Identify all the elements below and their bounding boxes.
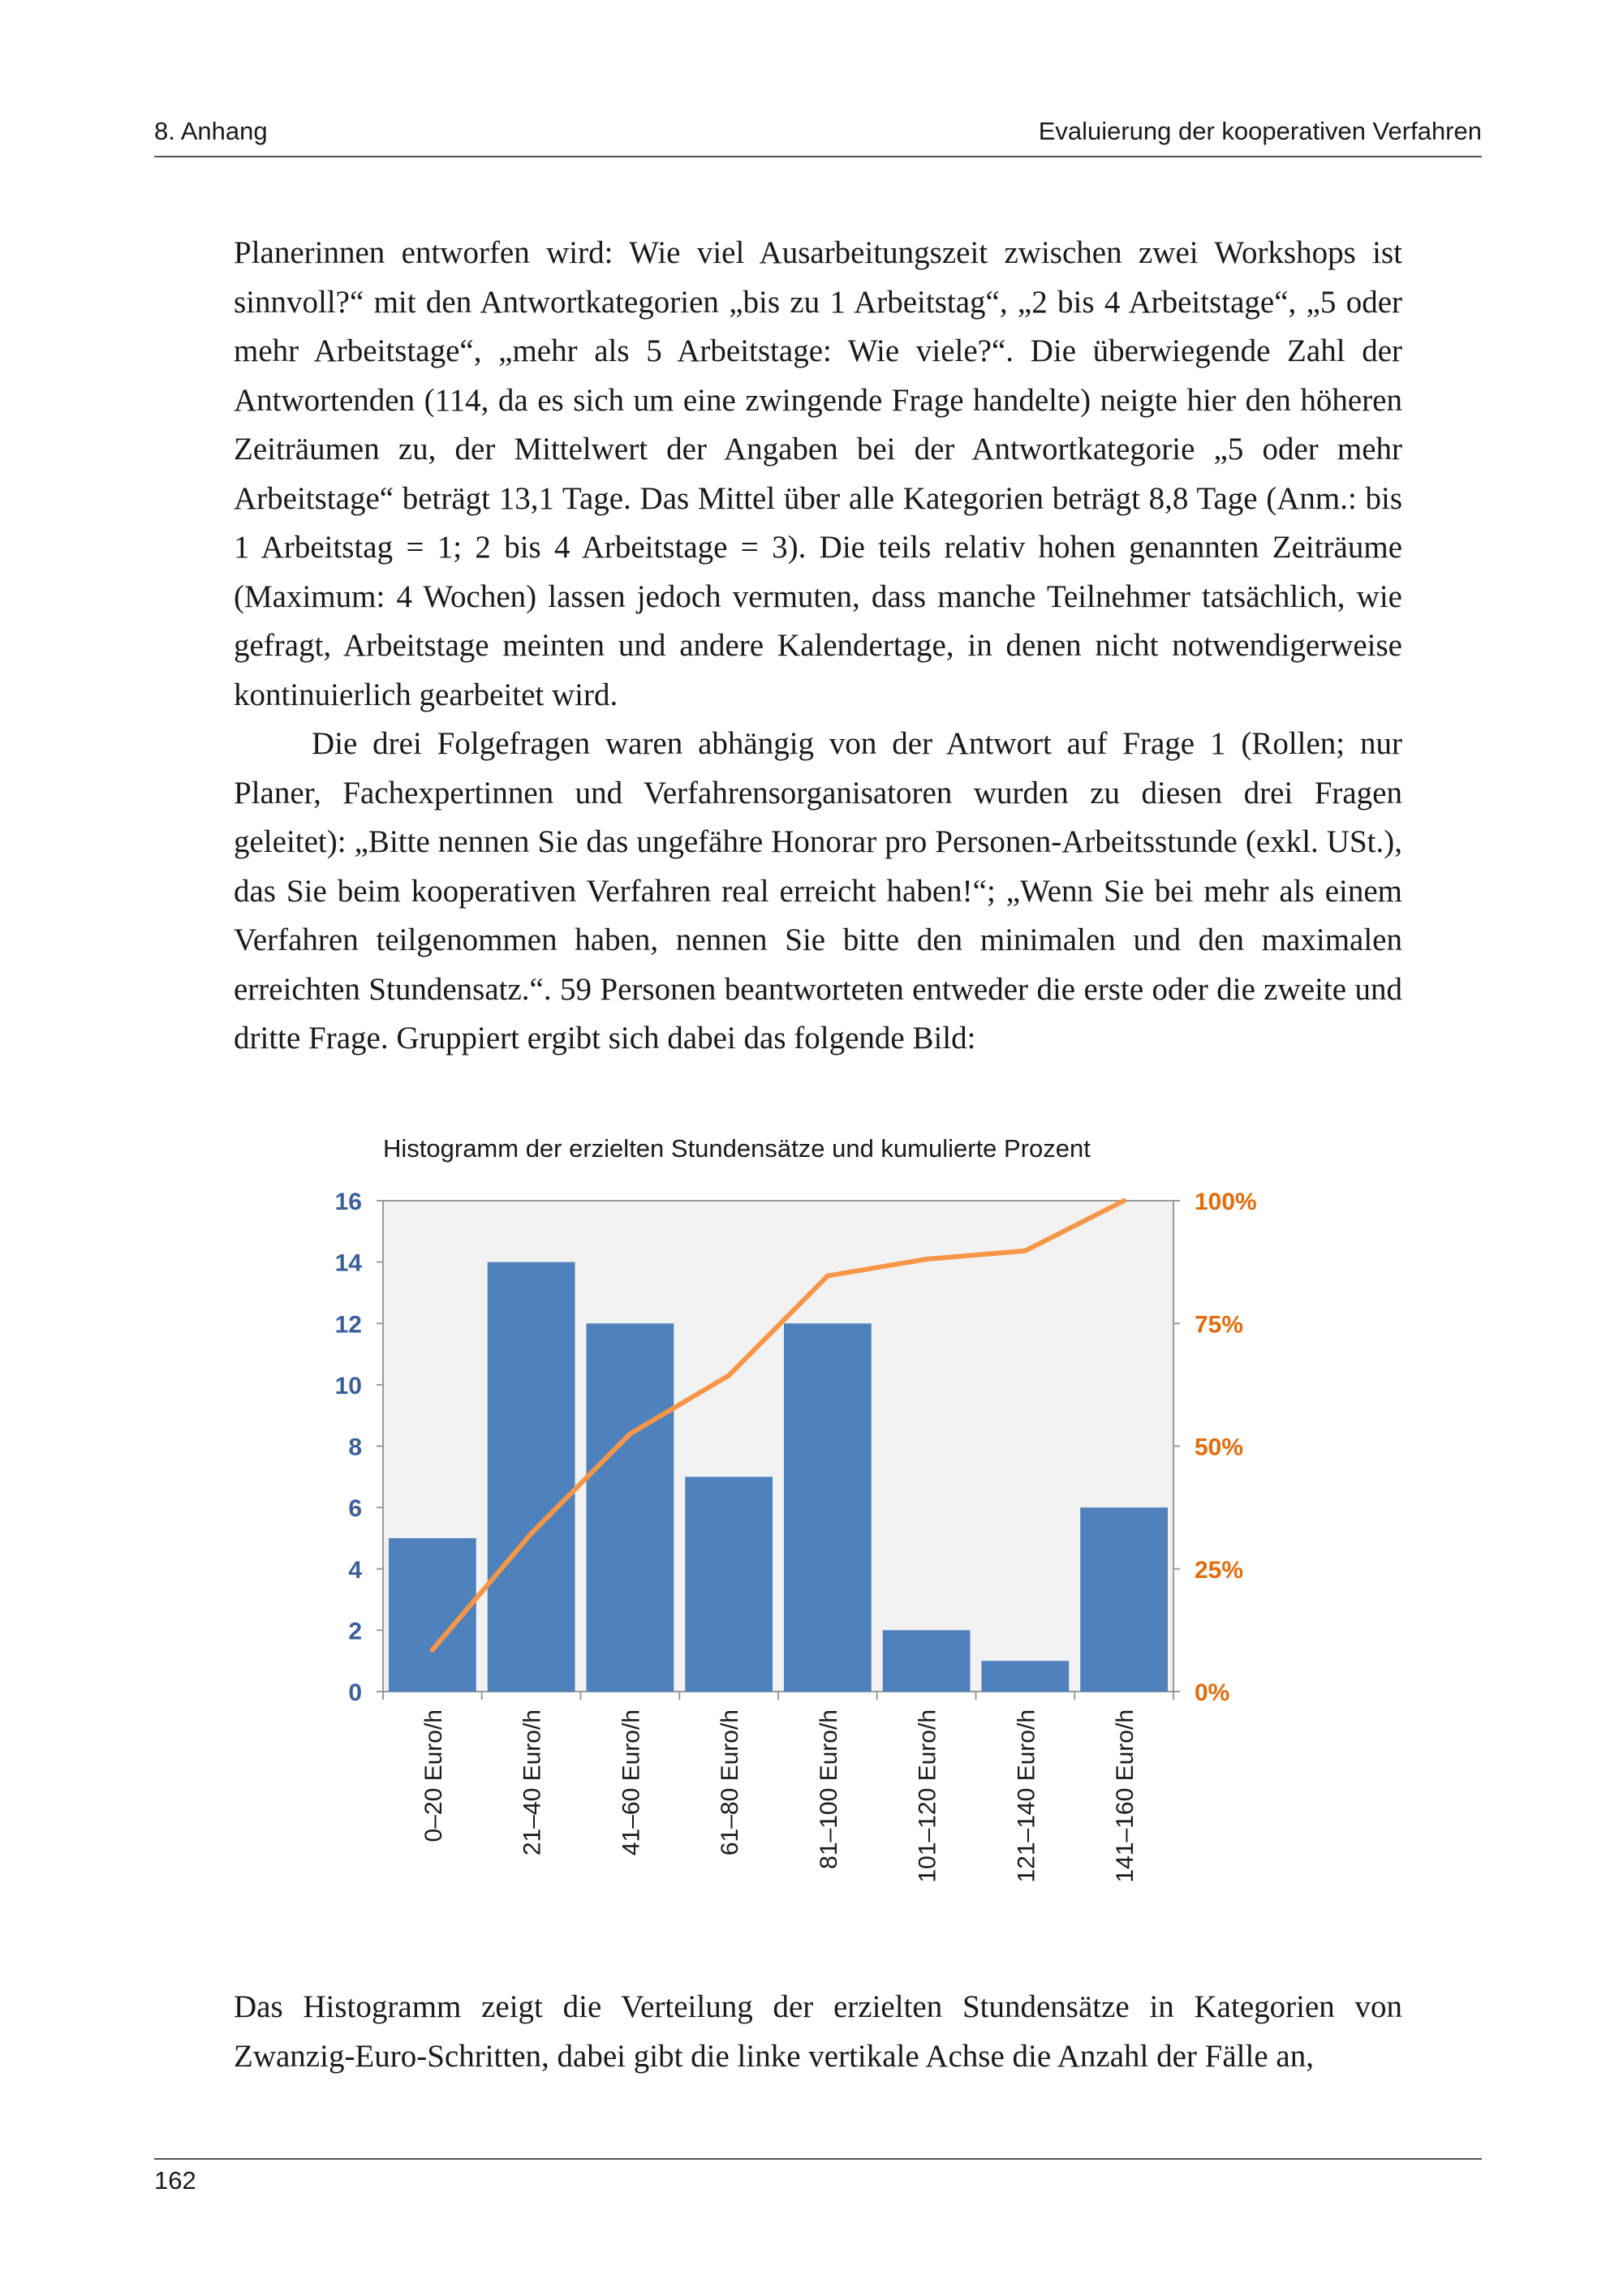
cumulative-percent-point [924, 1257, 929, 1262]
footer-rule [154, 2158, 1482, 2160]
left-axis-label: 4 [348, 1556, 362, 1584]
x-axis-category-label: 101–120 Euro/h [914, 1709, 941, 1883]
right-axis-label: 75% [1195, 1311, 1244, 1339]
page-number: 162 [154, 2166, 196, 2195]
body-text-bottom [234, 1983, 1402, 2081]
histogram-bar [1080, 1507, 1168, 1692]
left-axis-label: 8 [348, 1434, 362, 1461]
cumulative-percent-point [529, 1531, 534, 1536]
left-axis-label: 12 [334, 1311, 362, 1339]
running-header [154, 114, 1482, 157]
x-axis-category-label: 141–160 Euro/h [1112, 1709, 1139, 1883]
histogram-bar [982, 1661, 1070, 1692]
body-text-top [234, 229, 1402, 1064]
histogram-bar [488, 1262, 575, 1692]
histogram-bar [784, 1323, 872, 1692]
left-axis-label: 6 [348, 1495, 362, 1523]
x-axis-category-label: 61–80 Euro/h [717, 1709, 744, 1856]
cumulative-percent-point [1022, 1249, 1027, 1253]
cumulative-percent-point [430, 1648, 435, 1653]
left-axis-label: 0 [348, 1679, 362, 1706]
cumulative-percent-line [433, 1201, 1124, 1650]
paragraph: Die drei Folgefragen waren abhängig von der Antwort auf Frage 1 (Rollen; nur Planer, Fachexpertinnen und Verfahrensorganisatoren wurden zu diesen drei Fragen geleitet): „Bitte nennen Sie das ungefähre Honorar pro Personen-Arbeitsstunde (exkl. USt.), das Sie beim kooperativen Verfahren real erreicht haben!“; „Wenn Sie bei mehr als einem Verfahren teilgenommen haben, nennen Sie bitte den minimalen und den maximalen erreichten Stundensatz.“. 59 Personen beantworteten entweder die erste oder die zweite und dritte Frage. Gruppiert ergibt sich dabei das folgende Bild: [234, 726, 1402, 1056]
left-axis-label: 16 [334, 1189, 362, 1215]
right-axis-label: 100% [1195, 1189, 1257, 1215]
paragraph: Planerinnen entworfen wird: Wie viel Ausarbeitungszeit zwischen zwei Workshops ist sinnvoll?“ mit den Antwortkategorien „bis zu 1 Arbeitstag“, „2 bis 4 Arbeitstage“, „5 oder mehr Arbeitstage“, „mehr als 5 Arbeitstage: Wie viele?“. Die überwiegende Zahl der Antwortenden (114, da es sich um eine zwingende Frage handelte) neigte hier den höheren Zeiträumen zu, der Mittelwert der Angaben bei der Antwortkategorie „5 oder mehr Arbeitstage“ beträgt 13,1 Tage. Das Mittel über alle Kategorien beträgt 8,8 Tage (Anm.: bis 1 Arbeitstag = 1; 2 bis 4 Arbeitstage = 3). Die teils relativ hohen genannten Zeiträume (Maximum: 4 Wochen) lassen jedoch vermuten, dass manche Teilnehmer tatsächlich, wie gefragt, Arbeitstage meinten und andere Kalendertage, in denen nicht notwendigerweise kontinuierlich gearbeitet wird. [234, 235, 1402, 712]
cumulative-percent-point [1121, 1198, 1126, 1203]
left-axis-label: 14 [334, 1249, 362, 1277]
x-axis-category-label: 41–60 Euro/h [618, 1709, 645, 1856]
right-axis-label: 25% [1195, 1556, 1244, 1584]
chapter-label: 8. Anhang [154, 117, 268, 145]
left-axis-label: 10 [334, 1372, 362, 1400]
cumulative-percent-point [825, 1274, 830, 1279]
x-axis-category-label: 21–40 Euro/h [519, 1709, 546, 1856]
histogram-bar [389, 1538, 476, 1692]
x-axis-category-label: 121–140 Euro/h [1013, 1709, 1040, 1883]
chart-title: Histogramm der erzielten Stundensätze und kumulierte Prozent [383, 1134, 1091, 1163]
paragraph: Das Histogramm zeigt die Verteilung der erzielten Stundensätze in Kategorien von Zwanzig-Euro-Schritten, dabei gibt die linke vertikale Achse die Anzahl der Fälle an, [234, 1989, 1402, 2074]
left-axis-label: 2 [348, 1618, 362, 1645]
plot-area [383, 1201, 1173, 1692]
cumulative-percent-point [627, 1431, 632, 1436]
x-axis-category-label: 0–20 Euro/h [420, 1709, 447, 1842]
cumulative-percent-point [726, 1373, 731, 1378]
histogram-bar [587, 1323, 674, 1692]
x-axis-category-label: 81–100 Euro/h [815, 1709, 842, 1869]
section-title: Evaluierung der kooperativen Verfahren [1038, 117, 1482, 145]
right-axis-label: 50% [1195, 1434, 1244, 1461]
histogram-bar [685, 1477, 773, 1692]
histogram-bar [883, 1630, 971, 1692]
right-axis-label: 0% [1195, 1679, 1230, 1706]
